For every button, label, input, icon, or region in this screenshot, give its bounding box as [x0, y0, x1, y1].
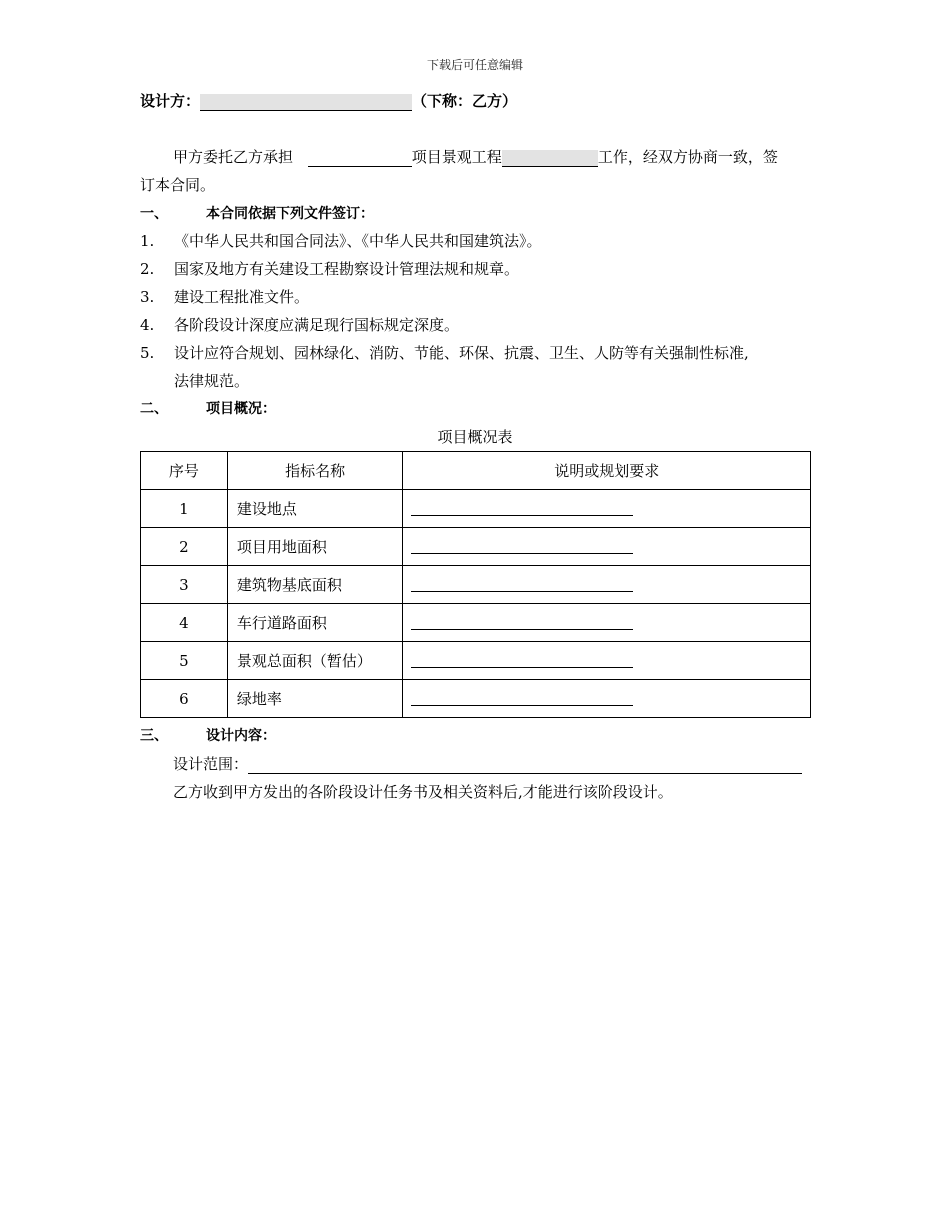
- table-row: [141, 490, 811, 528]
- intro-line-1: [173, 146, 778, 167]
- header-index: 序号: [141, 452, 228, 490]
- row-indicator: 景观总面积（暂估）: [227, 642, 403, 680]
- section-1-number: 一、: [140, 206, 168, 222]
- intro-line-2: 订本合同。: [140, 176, 216, 194]
- fill-line: [411, 501, 633, 516]
- list-item-number: 3.: [140, 288, 155, 306]
- section-1-title: 本合同依据下列文件签订：: [206, 206, 374, 222]
- row-indicator: 项目用地面积: [227, 528, 403, 566]
- fill-line: [411, 539, 633, 554]
- header-indicator: 指标名称: [227, 452, 403, 490]
- list-item: [140, 230, 542, 251]
- row-number: 5: [141, 642, 228, 680]
- list-item-number: 2.: [140, 260, 155, 278]
- row-number: 4: [141, 604, 228, 642]
- list-item: [140, 258, 519, 279]
- section-3-body: 乙方收到甲方发出的各阶段设计任务书及相关资料后,才能进行该阶段设计。: [173, 783, 673, 801]
- list-item: [140, 342, 749, 363]
- designer-blank[interactable]: [200, 94, 412, 111]
- fill-line: [411, 653, 633, 668]
- intro-part3: 工作，经双方协商一致，签: [597, 148, 778, 166]
- fill-line: [411, 577, 633, 592]
- row-number: 2: [141, 528, 228, 566]
- row-value-field[interactable]: [403, 680, 811, 718]
- row-value-field[interactable]: [403, 604, 811, 642]
- fill-line: [411, 691, 633, 706]
- header-note: 下载后可任意编辑: [426, 58, 523, 72]
- row-value-field[interactable]: [403, 528, 811, 566]
- intro-part2: 项目景观工程: [411, 148, 502, 166]
- design-scope-field[interactable]: [248, 758, 802, 774]
- row-number: 3: [141, 566, 228, 604]
- section-3-heading: [140, 725, 276, 745]
- designer-line: [140, 90, 517, 111]
- row-number: 1: [141, 490, 228, 528]
- fill-line: [411, 615, 633, 630]
- list-item-text: 设计应符合规划、园林绿化、消防、节能、环保、抗震、卫生、人防等有关强制性标准,: [174, 344, 749, 362]
- table-row: [141, 604, 811, 642]
- list-item-text: 《中华人民共和国合同法》、《中华人民共和国建筑法》。: [174, 232, 542, 250]
- row-number: 6: [141, 680, 228, 718]
- table-row: [141, 680, 811, 718]
- row-indicator: 车行道路面积: [227, 604, 403, 642]
- list-item-continuation: 法律规范。: [174, 372, 250, 390]
- table-row: [141, 642, 811, 680]
- row-value-field[interactable]: [403, 642, 811, 680]
- row-indicator: 建设地点: [227, 490, 403, 528]
- list-item-number: 5.: [140, 344, 155, 362]
- table-row: [141, 528, 811, 566]
- section-2-title: 项目概况：: [206, 401, 276, 417]
- design-scope-label: 设计范围：: [173, 755, 249, 773]
- row-value-field[interactable]: [403, 566, 811, 604]
- designer-label: 设计方：: [140, 92, 201, 110]
- row-indicator: 建筑物基底面积: [227, 566, 403, 604]
- section-2-heading: [140, 398, 276, 418]
- table-row: [141, 566, 811, 604]
- list-item: [140, 314, 459, 335]
- design-scope-line: [173, 753, 802, 774]
- intro-part1: 甲方委托乙方承担: [173, 148, 294, 166]
- section-3-title: 设计内容：: [206, 728, 276, 744]
- list-item-number: 4.: [140, 316, 155, 334]
- designer-suffix: （下称：乙方）: [412, 92, 518, 110]
- list-item-text: 国家及地方有关建设工程勘察设计管理法规和规章。: [174, 260, 520, 278]
- project-name-blank[interactable]: [308, 151, 412, 167]
- list-item-text: 建设工程批准文件。: [174, 288, 310, 306]
- table-header-row: [141, 452, 811, 490]
- list-item: [140, 286, 309, 307]
- row-value-field[interactable]: [403, 490, 811, 528]
- row-indicator: 绿地率: [227, 680, 403, 718]
- section-3-number: 三、: [140, 728, 168, 744]
- table-caption: 项目概况表: [437, 428, 513, 446]
- list-item-number: 1.: [140, 232, 155, 250]
- list-item-text: 各阶段设计深度应满足现行国标规定深度。: [174, 316, 460, 334]
- section-1-heading: [140, 203, 374, 223]
- project-overview-table: [140, 451, 811, 718]
- section-2-number: 二、: [140, 401, 168, 417]
- header-requirement: 说明或规划要求: [403, 452, 811, 490]
- work-type-blank[interactable]: [502, 150, 598, 167]
